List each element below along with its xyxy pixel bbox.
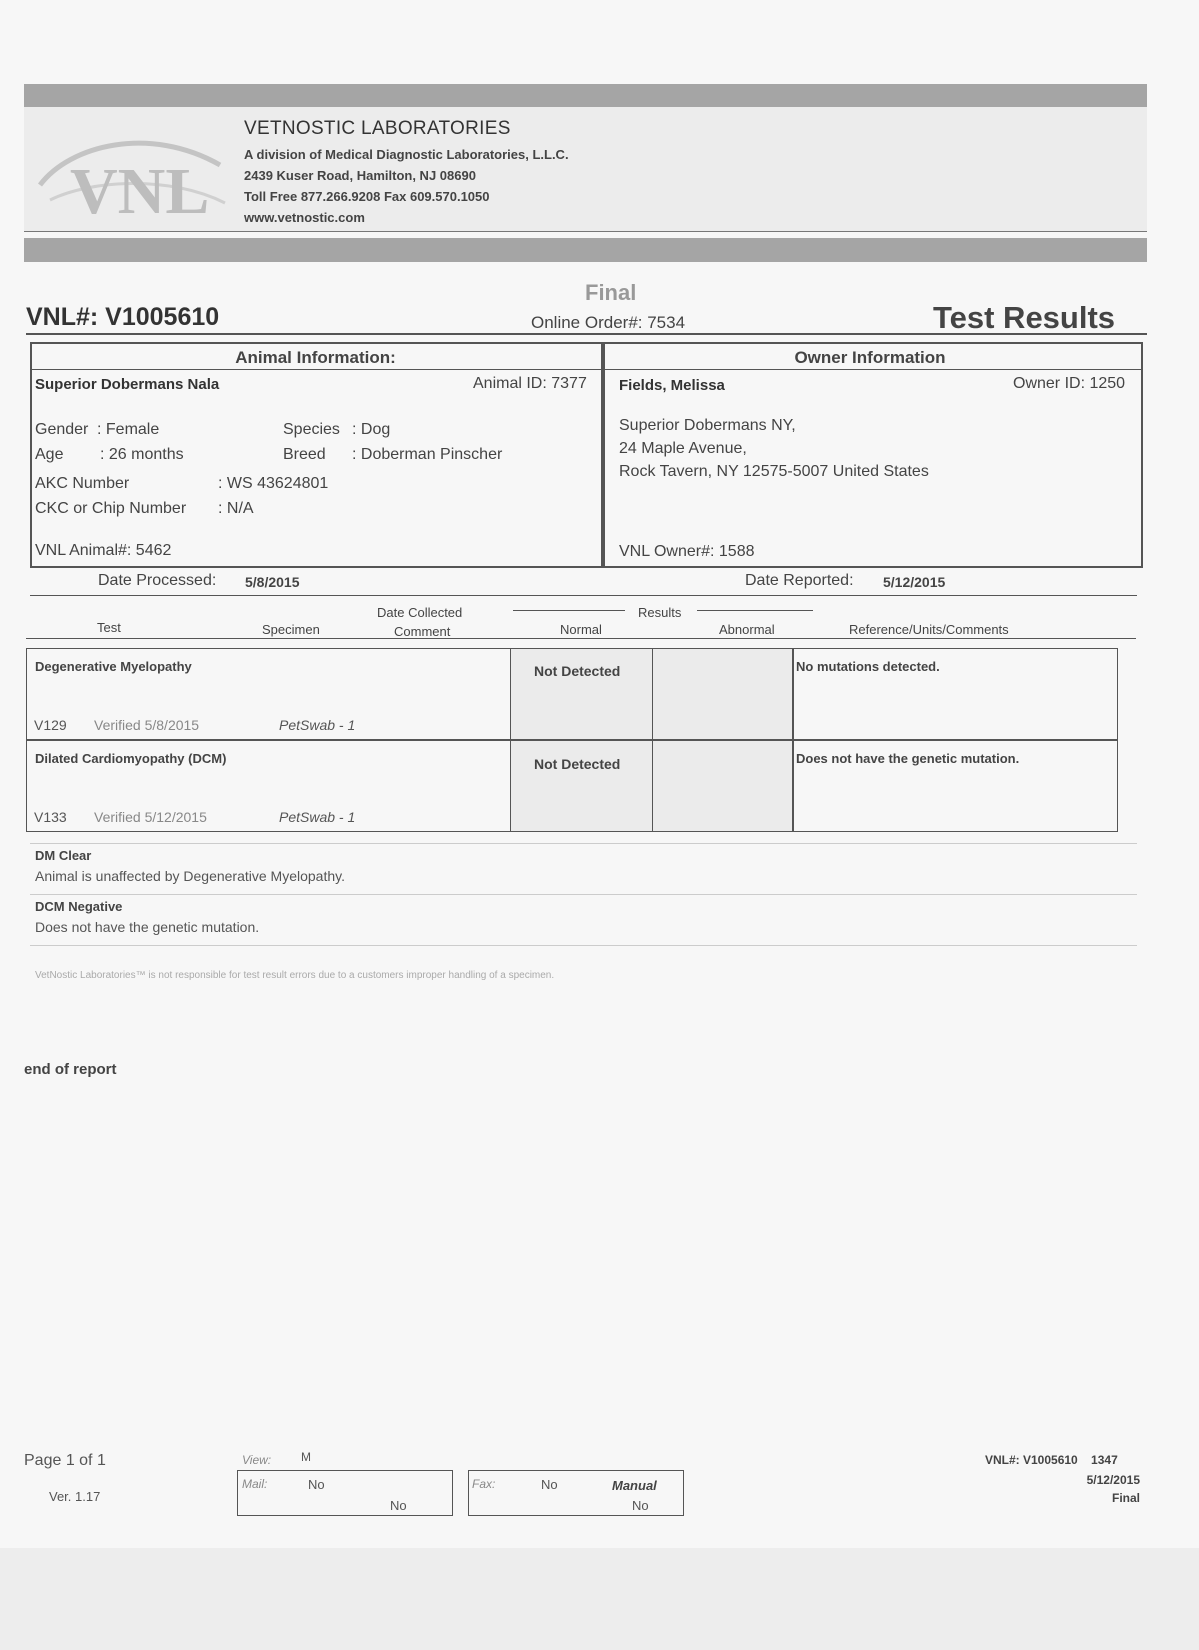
akc-label: AKC Number bbox=[35, 475, 130, 492]
row2-comment: Does not have the genetic mutation. bbox=[796, 751, 1020, 766]
vnl-number: VNL#: V1005610 bbox=[26, 303, 220, 331]
row2-specimen: PetSwab - 1 bbox=[279, 809, 356, 825]
note2-text: Does not have the genetic mutation. bbox=[35, 919, 260, 935]
scan-bottom-edge bbox=[0, 1548, 1199, 1650]
header-bottom-band bbox=[24, 238, 1147, 262]
row1-specimen: PetSwab - 1 bbox=[279, 717, 356, 733]
header-top-band bbox=[24, 84, 1147, 107]
col-results: Results bbox=[638, 605, 682, 620]
note1-title: DM Clear bbox=[35, 848, 92, 863]
col-specimen: Specimen bbox=[262, 622, 320, 637]
fax-value: No bbox=[541, 1477, 558, 1492]
animal-name: Superior Dobermans Nala bbox=[35, 376, 220, 393]
footer-vnl-ref: VNL#: V1005610 1347 bbox=[985, 1453, 1118, 1467]
online-order: Online Order#: 7534 bbox=[531, 313, 686, 332]
owner-address-line2: 24 Maple Avenue, bbox=[619, 440, 747, 457]
animal-id: Animal ID: 7377 bbox=[473, 375, 587, 392]
lab-website: www.vetnostic.com bbox=[244, 210, 365, 225]
col-reference: Reference/Units/Comments bbox=[849, 622, 1009, 637]
ckc-label: CKC or Chip Number bbox=[35, 500, 187, 517]
disclaimer: VetNostic Laboratories™ is not responsible for test result errors due to a customers improper handling of a specimen. bbox=[35, 970, 555, 981]
note2-title: DCM Negative bbox=[35, 899, 123, 914]
vnl-animal-number: VNL Animal#: 5462 bbox=[35, 542, 172, 559]
row1-normal-result: Not Detected bbox=[534, 663, 621, 679]
row1-verified: Verified 5/8/2015 bbox=[94, 717, 200, 733]
lab-address: 2439 Kuser Road, Hamilton, NJ 08690 bbox=[244, 168, 476, 183]
breed-value: : Doberman Pinscher bbox=[352, 446, 503, 463]
row1-code: V129 bbox=[34, 717, 67, 733]
owner-info-title: Owner Information bbox=[794, 348, 946, 367]
species-label: Species bbox=[283, 421, 340, 438]
end-of-report: end of report bbox=[24, 1061, 117, 1078]
row2-normal-cell bbox=[510, 740, 654, 832]
fax-box bbox=[468, 1470, 684, 1516]
row1-comment: No mutations detected. bbox=[796, 659, 940, 674]
ckc-value: : N/A bbox=[218, 500, 254, 517]
report-title: Test Results bbox=[933, 300, 1116, 335]
row1-test-name: Degenerative Myelopathy bbox=[35, 659, 192, 674]
vnl-owner-number: VNL Owner#: 1588 bbox=[619, 543, 755, 560]
row2-normal-result: Not Detected bbox=[534, 756, 621, 772]
note-divider bbox=[30, 894, 1137, 895]
age-value: : 26 months bbox=[100, 446, 184, 463]
report-status: Final bbox=[585, 280, 637, 305]
mail-value: No bbox=[308, 1477, 325, 1492]
version: Ver. 1.17 bbox=[49, 1489, 101, 1504]
row2-code: V133 bbox=[34, 809, 67, 825]
row1-abnormal-cell bbox=[652, 648, 794, 740]
table-header-rule bbox=[26, 638, 1136, 639]
footer-status: Final bbox=[1111, 1491, 1140, 1505]
date-processed-label: Date Processed: bbox=[98, 572, 217, 589]
date-reported: 5/12/2015 bbox=[883, 574, 946, 590]
species-value: : Dog bbox=[352, 421, 391, 438]
row2-abnormal-cell bbox=[652, 740, 794, 832]
col-comment: Comment bbox=[394, 624, 451, 639]
lab-name: VETNOSTIC LABORATORIES bbox=[244, 118, 511, 139]
col-normal: Normal bbox=[560, 622, 602, 637]
col-abnormal: Abnormal bbox=[719, 622, 775, 637]
row2-verified: Verified 5/12/2015 bbox=[94, 809, 207, 825]
mail-label: Mail: bbox=[242, 1477, 268, 1491]
results-rule-left bbox=[513, 610, 625, 611]
animal-info-title: Animal Information: bbox=[235, 348, 396, 367]
akc-value: : WS 43624801 bbox=[218, 475, 329, 492]
note-divider bbox=[30, 843, 1137, 844]
date-processed: 5/8/2015 bbox=[245, 574, 300, 590]
title-rule bbox=[26, 333, 1147, 335]
footer-date: 5/12/2015 bbox=[1086, 1473, 1140, 1487]
note1-text: Animal is unaffected by Degenerative Myelopathy. bbox=[35, 868, 345, 884]
breed-label: Breed bbox=[283, 446, 326, 463]
note-divider bbox=[30, 945, 1137, 946]
gender-label: Gender bbox=[35, 421, 89, 438]
gender-value: : Female bbox=[97, 421, 160, 438]
col-date-collected: Date Collected bbox=[377, 605, 463, 620]
info-header-rule bbox=[30, 369, 1141, 370]
lab-division: A division of Medical Diagnostic Laboratories, L.L.C. bbox=[244, 147, 569, 162]
date-reported-label: Date Reported: bbox=[745, 572, 854, 589]
owner-name: Fields, Melissa bbox=[619, 377, 725, 394]
view-value: M bbox=[301, 1450, 311, 1464]
mail-box bbox=[237, 1470, 453, 1516]
vnl-logo bbox=[30, 125, 230, 225]
lab-phone: Toll Free 877.266.9208 Fax 609.570.1050 bbox=[244, 189, 490, 204]
mail-value-2: No bbox=[390, 1498, 407, 1513]
svg-text:VNL: VNL bbox=[70, 155, 210, 225]
age-label: Age bbox=[35, 446, 64, 463]
view-label: View: bbox=[242, 1453, 272, 1467]
results-rule-right bbox=[697, 610, 813, 611]
row2-test-name: Dilated Cardiomyopathy (DCM) bbox=[35, 751, 227, 766]
dates-rule bbox=[30, 595, 1137, 596]
row1-normal-cell bbox=[510, 648, 654, 740]
manual-value: No bbox=[632, 1498, 649, 1513]
manual-label: Manual bbox=[612, 1478, 657, 1493]
owner-address-line3: Rock Tavern, NY 12575-5007 United States bbox=[619, 463, 929, 480]
page-number: Page 1 of 1 bbox=[24, 1452, 106, 1469]
owner-address-line1: Superior Dobermans NY, bbox=[619, 417, 796, 434]
owner-id: Owner ID: 1250 bbox=[1013, 375, 1126, 392]
col-test: Test bbox=[97, 620, 121, 635]
fax-label: Fax: bbox=[472, 1477, 496, 1491]
